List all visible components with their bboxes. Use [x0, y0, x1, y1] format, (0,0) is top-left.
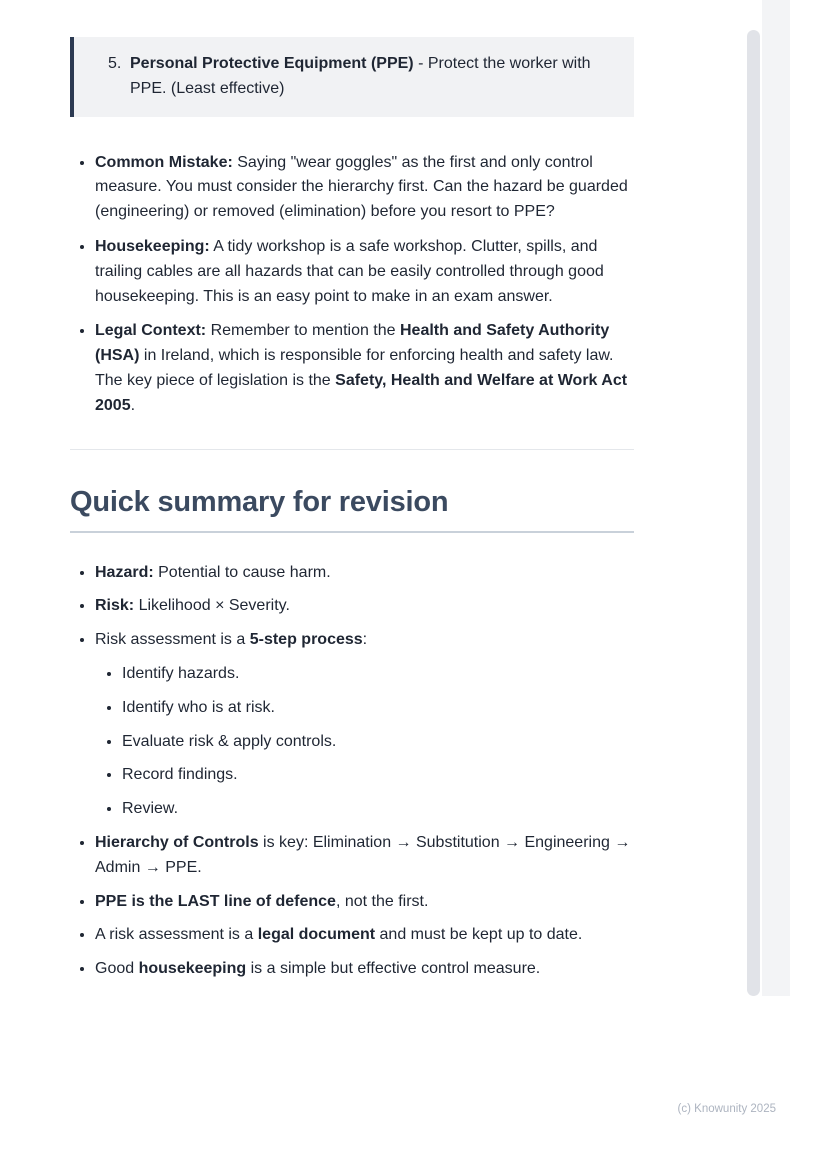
- text-run: Record findings.: [122, 766, 238, 784]
- bold-text: Hierarchy of Controls: [95, 833, 259, 851]
- bold-text: Housekeeping:: [95, 237, 210, 255]
- text-run: Risk assessment is a: [95, 631, 250, 649]
- list-item-text: [95, 564, 331, 581]
- list-item-text: [95, 597, 290, 614]
- bold-text: legal document: [257, 926, 376, 944]
- list-item: [95, 594, 634, 619]
- text-run: Identify who is at risk.: [122, 698, 275, 716]
- list-item-text: [95, 893, 428, 910]
- bold-text: Hazard:: [95, 563, 154, 581]
- scrollbar-thumb[interactable]: [747, 30, 760, 996]
- text-run: Good: [95, 960, 139, 978]
- text-run: , not the first.: [335, 892, 429, 910]
- text-run: Evaluate risk & apply controls.: [122, 732, 337, 750]
- text-run: - Protect the worker with PPE. (Least effective): [130, 55, 591, 97]
- list-item-text: [95, 926, 582, 943]
- bold-text: Common Mistake:: [95, 153, 233, 171]
- section-divider: [70, 449, 634, 450]
- text-run: A risk assessment is a: [95, 926, 258, 944]
- list-item: [95, 561, 634, 586]
- nested-list-item: [122, 763, 634, 788]
- scrollbar-track[interactable]: [762, 0, 790, 996]
- text-run: Saying "wear goggles" as the first and only control measure. You must consider the hierarchy first. Can the hazard be guarded (engineering) or removed (elimination) before you resort to PPE?: [95, 153, 628, 221]
- text-run: A tidy workshop is a safe workshop. Clutter, spills, and trailing cables are all hazards that can be easily controlled through good housekeeping. This is an easy point to make in an exam answer.: [95, 237, 604, 305]
- list-item-text: [95, 960, 540, 977]
- text-run: :: [362, 631, 368, 649]
- text-run: is key: Elimination → Substitution → Engineering → Admin → PPE.: [95, 833, 631, 876]
- text-run: Potential to cause harm.: [153, 563, 331, 581]
- bold-text: PPE is the LAST line of defence: [95, 892, 336, 910]
- bold-text: Legal Context:: [95, 322, 207, 340]
- nested-list: [95, 662, 634, 822]
- list-item-text: [95, 154, 628, 221]
- bold-text: 5-step process: [249, 631, 363, 649]
- summary-list: [70, 561, 634, 982]
- callout-text: [130, 52, 616, 102]
- nested-list-item: [122, 730, 634, 755]
- text-run: .: [130, 396, 136, 414]
- list-item: [95, 957, 634, 982]
- bold-text: Personal Protective Equipment (PPE): [130, 55, 414, 72]
- text-run: Remember to mention the: [206, 322, 400, 340]
- bold-text: Safety, Health and Welfare at Work Act 2005: [95, 371, 628, 414]
- nested-list-item: [122, 662, 634, 687]
- nested-list-item: [122, 696, 634, 721]
- list-item-text: [95, 322, 627, 413]
- notes-list: [70, 151, 634, 419]
- bold-text: Health and Safety Authority (HSA): [95, 322, 610, 365]
- bold-text: Risk:: [95, 597, 135, 615]
- text-run: Review.: [122, 800, 179, 818]
- text-run: and must be kept up to date.: [375, 926, 583, 944]
- list-item: [95, 831, 634, 881]
- list-item: [95, 235, 634, 309]
- text-run: Likelihood × Severity.: [134, 597, 290, 615]
- list-item: [95, 923, 634, 948]
- list-item: [95, 319, 634, 418]
- text-run: Identify hazards.: [122, 664, 240, 682]
- text-run: is a simple but effective control measure.: [246, 960, 541, 978]
- section-heading: Quick summary for revision: [70, 486, 634, 533]
- document-page: [70, 0, 634, 991]
- copyright-footer: (c) Knowunity 2025: [677, 1103, 776, 1115]
- text-run: in Ireland, which is responsible for enforcing health and safety law. The key piece of legislation is the: [95, 347, 614, 389]
- list-item: [95, 628, 634, 822]
- list-item: [95, 890, 634, 915]
- list-item: [95, 151, 634, 225]
- bold-text: housekeeping: [138, 960, 247, 978]
- numbered-list-item: [108, 52, 616, 102]
- list-item-text: [95, 238, 604, 305]
- list-item-text: [95, 834, 630, 876]
- ppe-callout: [70, 37, 634, 117]
- list-item-text: [95, 631, 367, 648]
- nested-list-item: [122, 797, 634, 822]
- list-number: 5.: [108, 55, 122, 72]
